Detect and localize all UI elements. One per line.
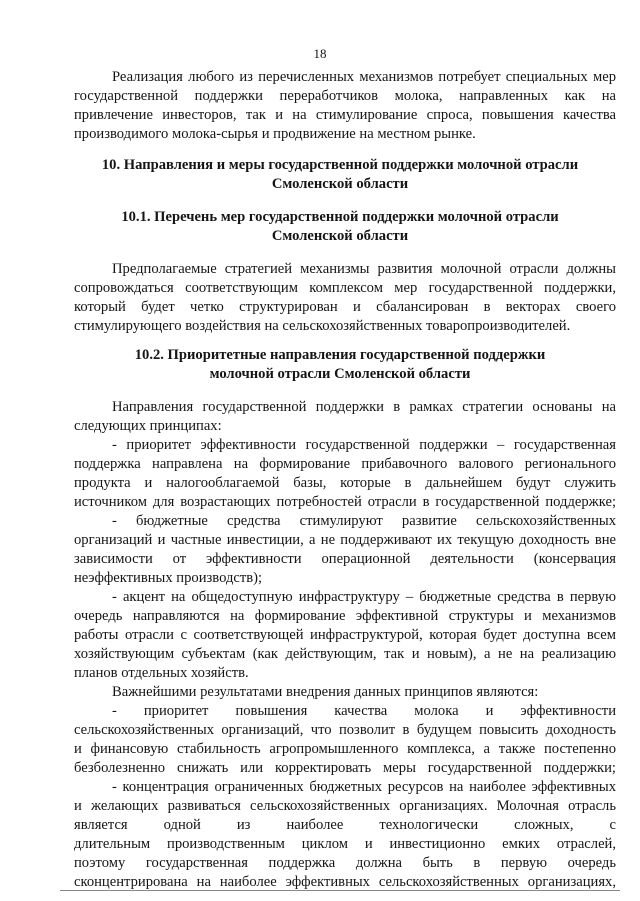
section-heading-10-1: Смоленской области xyxy=(271,228,409,244)
body-line: источником для возрастающих потребностей отрасли в государственной поддержке; xyxy=(74,494,616,510)
body-line: и финансовую стабильность агропромышленного комплекса, а также постепенно xyxy=(74,741,616,757)
body-line: неэффективных производств); xyxy=(74,570,263,586)
body-line: и желающих развиваться сельскохозяйственных организациях. Молочная отрасль xyxy=(74,798,616,814)
body-line: планов отдельных хозяйств. xyxy=(74,665,249,681)
page-bottom-edge xyxy=(60,890,620,891)
page-number: 18 xyxy=(313,46,327,61)
body-line: сконцентрирована на наиболее эффективных сельскохозяйственных организациях, xyxy=(74,874,616,890)
paragraph-2-line: стимулирующего воздействия на сельскохозяйственных товаропроизводителей. xyxy=(74,318,571,334)
body-line: - приоритет эффективности государственной поддержки – государственная xyxy=(112,437,616,453)
body-line: зависимости от эффективности операционной деятельности (консервация xyxy=(74,551,616,567)
section-heading-10-2: молочной отрасли Смоленской области xyxy=(209,366,471,382)
body-line: продукта и налогооблагаемой базы, которые в дальнейшем будут служить xyxy=(74,475,616,491)
body-line: хозяйствующим субъектам (как действующим, так и новым), а не на реализацию xyxy=(74,646,616,662)
body-line: - акцент на общедоступную инфраструктуру – бюджетные средства в первую xyxy=(112,589,616,605)
body-line: Направления государственной поддержки в рамках стратегии основаны на xyxy=(112,399,616,415)
section-heading-10-1: 10.1. Перечень мер государственной поддержки молочной отрасли xyxy=(121,209,559,225)
body-line: сельскохозяйственных организаций, что позволит в будущем повысить доходность xyxy=(74,722,616,738)
body-line: следующих принципах: xyxy=(74,418,222,434)
paragraph-2-line: Предполагаемые стратегией механизмы развития молочной отрасли должны xyxy=(112,261,616,277)
body-line: Важнейшими результатами внедрения данных принципов являются: xyxy=(112,684,539,700)
body-line: работы отрасли с соответствующей инфраструктурой, которая будет доступна всем xyxy=(74,627,616,643)
body-line: - бюджетные средства стимулируют развитие сельскохозяйственных xyxy=(112,513,616,529)
body-line: организаций и частные инвестиции, а не поддерживают их текущую доходность вне xyxy=(74,532,616,548)
body-line: безболезненно снижать или корректировать меры государственной поддержки; xyxy=(74,760,616,776)
body-line: поддержка направлена на формирование прибавочного валового регионального xyxy=(74,456,616,472)
paragraph-2-line: сопровождаться соответствующим комплексом мер государственной поддержки, xyxy=(74,280,616,296)
section-heading-10: 10. Направления и меры государственной поддержки молочной отрасли xyxy=(101,157,579,173)
paragraph-1-line: производимого молока-сырья и продвижение на местном рынке. xyxy=(74,126,476,142)
section-heading-10: Смоленской области xyxy=(271,176,409,192)
paragraph-1-line: Реализация любого из перечисленных механизмов потребует специальных мер xyxy=(112,69,616,85)
paragraph-1-line: государственной поддержки переработчиков молока, направленных как на xyxy=(74,88,616,104)
paragraph-2-line: который будет четко структурирован и сбалансирован в векторах своего xyxy=(74,299,616,315)
body-line: является одной из наиболее технологически сложных, с xyxy=(74,817,616,833)
body-line: очередь направляются на формирование эффективной структуры и механизмов xyxy=(74,608,616,624)
body-line: поэтому государственная поддержка должна быть в первую очередь xyxy=(74,855,616,871)
section-heading-10-2: 10.2. Приоритетные направления государственной поддержки xyxy=(134,347,546,363)
body-line: - приоритет повышения качества молока и эффективности xyxy=(112,703,616,719)
body-line: длительным производственным циклом и инвестиционно емких отраслей, xyxy=(74,836,616,852)
paragraph-1-line: привлечение инвесторов, так и на стимулирование спроса, повышения качества xyxy=(74,107,616,123)
body-line: - концентрация ограниченных бюджетных ресурсов на наиболее эффективных xyxy=(112,779,616,795)
